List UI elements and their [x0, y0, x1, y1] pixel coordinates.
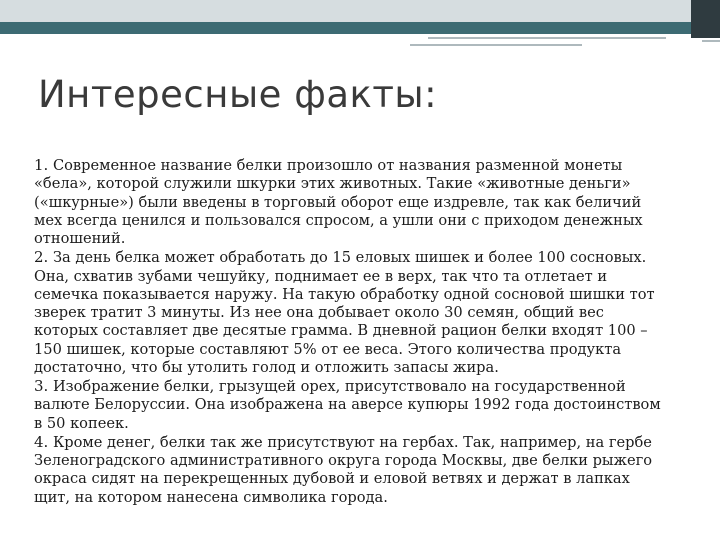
header-band: [0, 0, 720, 22]
fact-item: [34, 433, 668, 507]
fact-number: 3.: [34, 377, 49, 395]
decorative-line: [428, 37, 666, 39]
fact-text: За день белка может обработать до 15 еловых шишек и более 100 сосновых. Она, схватив зубами чешуйку, поднимает ее в верх, так что та отлетает и семечка показывается наружу. На такую обработку одной сосновой шишки тот зверек тратит 3 минуты. Из нее она добывает около 30 семян, общий вес которых составляет две десятые грамма. В дневной рацион белки входят 100 – 150 шишек, которые составляют 5% от ее веса. Этого количества продукта достаточно, что бы утолить голод и отложить запасы жира.: [34, 249, 655, 376]
fact-number: 1.: [34, 156, 49, 174]
corner-block: [691, 0, 720, 38]
accent-bar: [0, 22, 691, 34]
decorative-line: [410, 44, 582, 46]
fact-text: Современное название белки произошло от названия разменной монеты «бела», которой служили шкурки этих животных. Такие «животные деньги» («шкурные») были введены в торговый оборот еще издревле, так как беличий мех всегда ценился и пользовался спросом, а ушли они с приходом денежных отношений.: [34, 157, 643, 247]
fact-text: Кроме денег, белки так же присутствуют на гербах. Так, например, на гербе Зеленоградского административного округа города Москвы, две белки рыжего окраса сидят на перекрещенных дубовой и еловой ветвях и держат в лапках щит, на котором нанесена символика города.: [34, 433, 653, 506]
slide-title: Интересные факты:: [38, 73, 438, 116]
fact-item: [34, 156, 668, 248]
fact-number: 4.: [34, 432, 49, 451]
facts-text: [34, 156, 668, 507]
decorative-line: [702, 40, 720, 42]
fact-number: 2.: [34, 248, 49, 267]
fact-text: Изображение белки, грызущей орех, присутствовало на государственной валюте Белоруссии. Она изображена на аверсе купюры 1992 года достоинством в 50 копеек.: [34, 378, 661, 432]
fact-item: [34, 377, 668, 433]
fact-item: [34, 248, 668, 377]
